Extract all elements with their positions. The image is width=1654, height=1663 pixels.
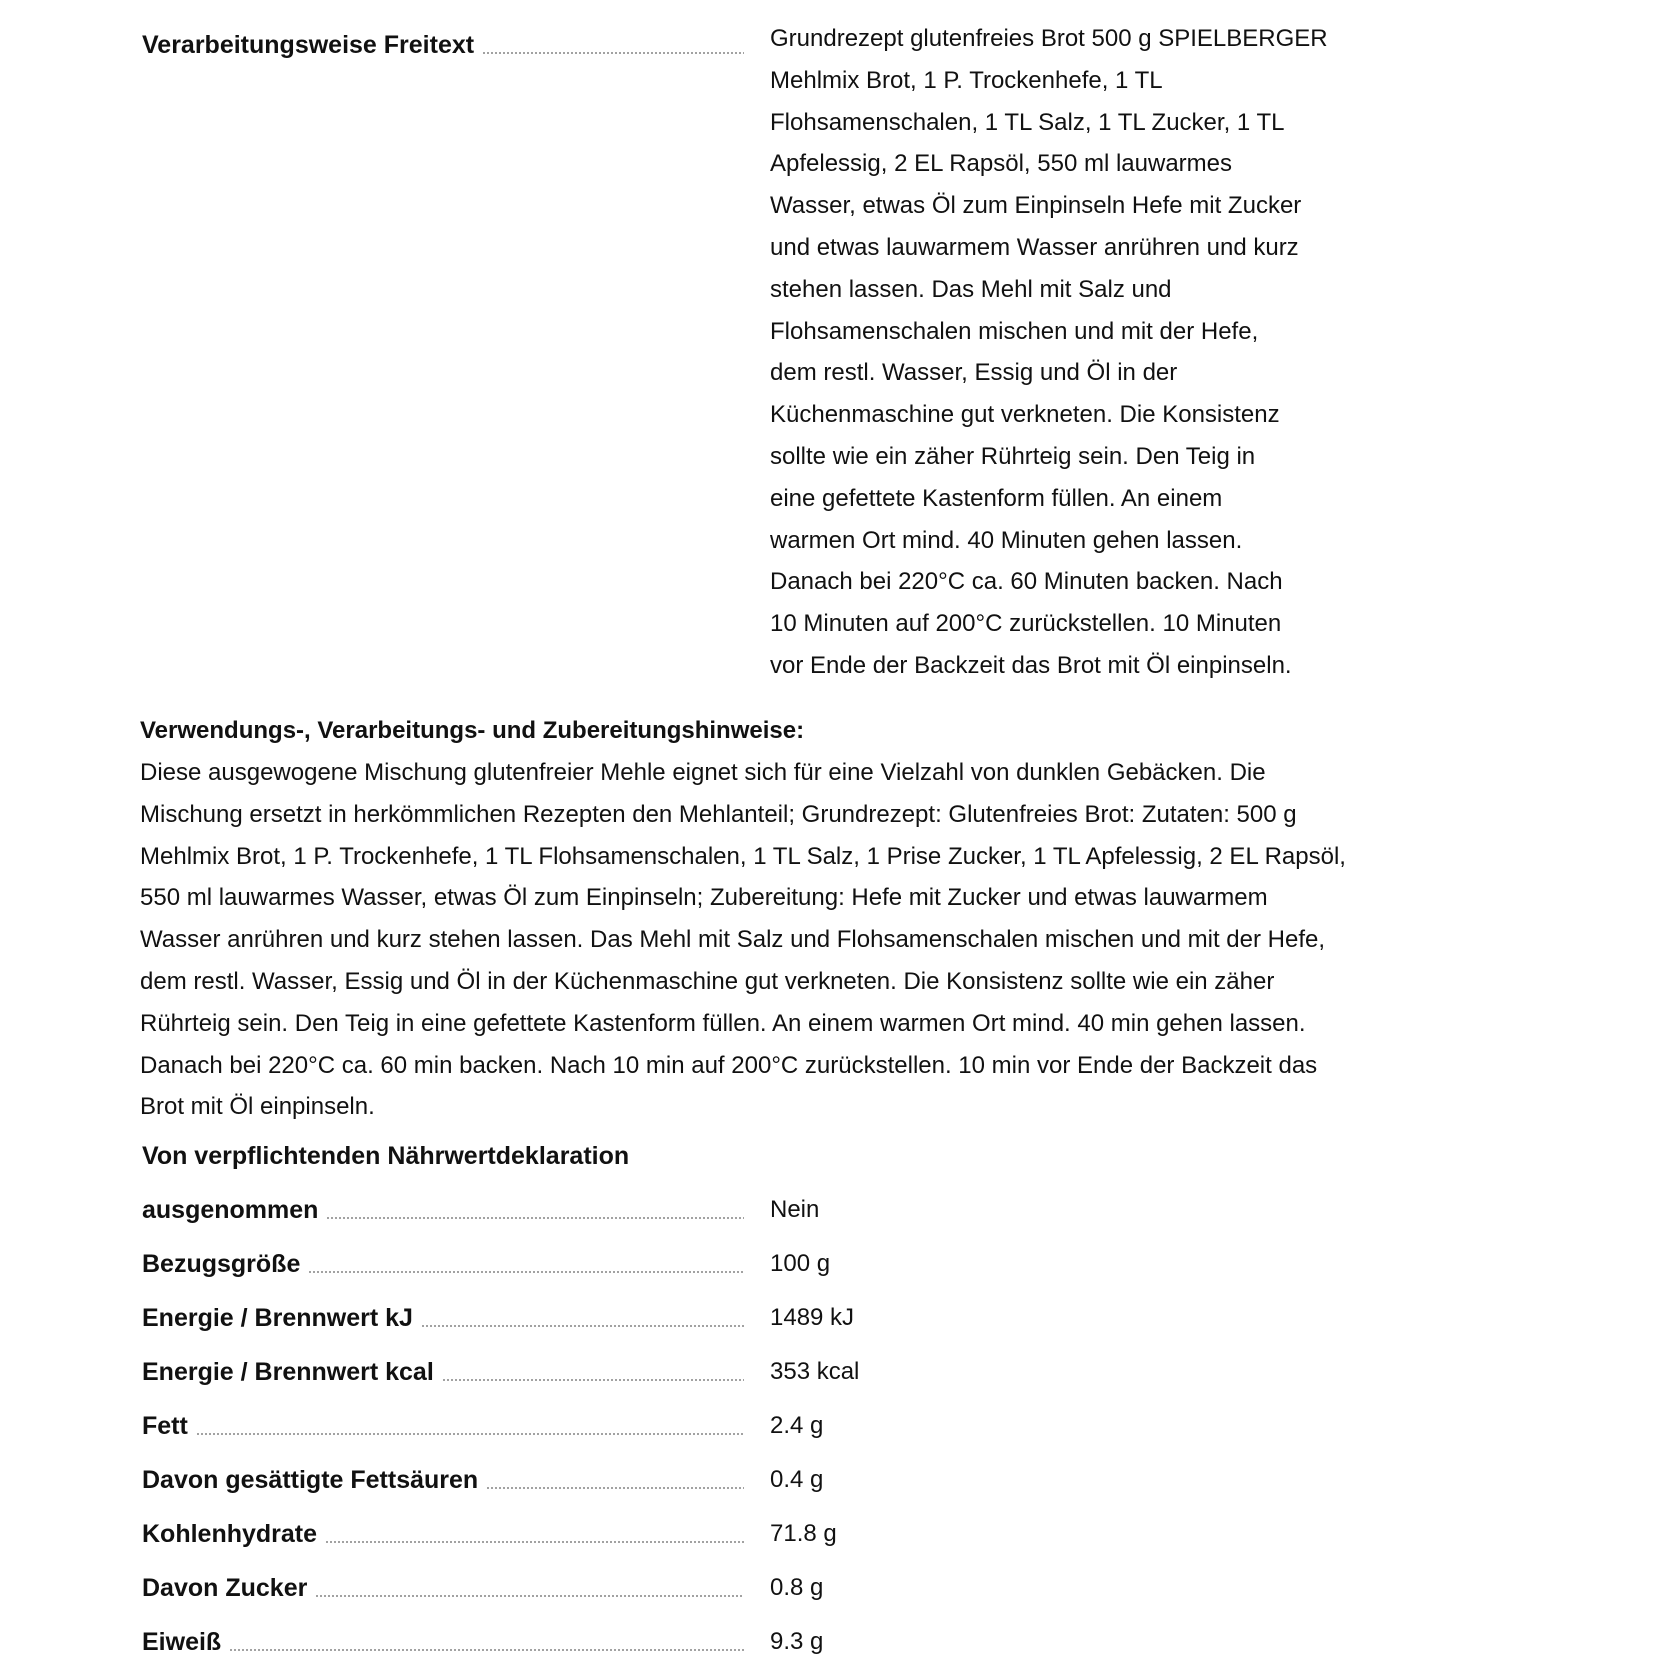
- processing-value-line: Grundrezept glutenfreies Brot 500 g SPIELBERGER: [770, 25, 1328, 52]
- processing-value: [770, 18, 1350, 687]
- nutrition-value: 0.8 g: [770, 1574, 824, 1601]
- nutrition-label-cell: [142, 1461, 744, 1495]
- processing-label-cell: [142, 26, 744, 60]
- nutrition-label: ausgenommen: [142, 1195, 326, 1225]
- nutrition-label-cell: [142, 1407, 744, 1441]
- nutrition-row: [142, 1191, 1342, 1231]
- dot-leader: [325, 1541, 744, 1543]
- processing-value-line: Mehlmix Brot, 1 P. Trockenhefe, 1 TL: [770, 66, 1163, 94]
- dot-leader: [196, 1433, 744, 1435]
- nutrition-label: Kohlenhydrate: [142, 1519, 325, 1549]
- processing-value-line: Flohsamenschalen mischen und mit der Hefe,: [770, 317, 1259, 345]
- processing-value-line: Flohsamenschalen, 1 TL Salz, 1 TL Zucker, 1 TL: [770, 108, 1285, 136]
- nutrition-row: [142, 1299, 1342, 1339]
- dot-leader: [229, 1649, 744, 1651]
- nutrition-row: [142, 1461, 1342, 1501]
- usage-line: Danach bei 220°C ca. 60 min backen. Nach 10 min auf 200°C zurückstellen. 10 min vor Ende der Backzeit das: [140, 1051, 1318, 1079]
- nutrition-label-cell: [142, 1245, 744, 1279]
- usage-line: Mehlmix Brot, 1 P. Trockenhefe, 1 TL Flohsamenschalen, 1 TL Salz, 1 Prise Zucker, 1 TL Apfelessig, 2 EL Rapsöl,: [140, 842, 1346, 870]
- processing-value-line: Wasser, etwas Öl zum Einpinseln Hefe mit Zucker: [770, 192, 1302, 220]
- dot-leader: [315, 1595, 744, 1597]
- nutrition-label: Eiweiß: [142, 1627, 229, 1657]
- nutrition-value: 100 g: [770, 1250, 831, 1277]
- processing-value-line: Apfelessig, 2 EL Rapsöl, 550 ml lauwarmes: [770, 150, 1232, 178]
- nutrition-value: 9.3 g: [770, 1628, 824, 1655]
- usage-line: Wasser anrühren und kurz stehen lassen. Das Mehl mit Salz und Flohsamenschalen mischen und mit der Hefe,: [140, 926, 1326, 954]
- nutrition-label-cell: [142, 1191, 744, 1225]
- nutrition-value: Nein: [770, 1196, 820, 1223]
- dot-leader: [486, 1487, 744, 1489]
- nutrition-row: [142, 1515, 1342, 1555]
- nutrition-label-cell: [142, 1623, 744, 1657]
- processing-value-line: warmen Ort mind. 40 Minuten gehen lassen.: [770, 526, 1243, 554]
- nutrition-row: [142, 1623, 1342, 1663]
- nutrition-value: 1489 kJ: [770, 1304, 855, 1331]
- processing-value-line: Danach bei 220°C ca. 60 Minuten backen. Nach: [770, 568, 1283, 596]
- usage-line: 550 ml lauwarmes Wasser, etwas Öl zum Einpinseln; Zubereitung: Hefe mit Zucker und etwas lauwarmem: [140, 884, 1268, 912]
- nutrition-label: Energie / Brennwert kJ: [142, 1303, 421, 1333]
- nutrition-label: Energie / Brennwert kcal: [142, 1357, 442, 1387]
- processing-value-line: dem restl. Wasser, Essig und Öl in der: [770, 359, 1178, 387]
- usage-heading: Verwendungs-, Verarbeitungs- und Zubereitungshinweise:: [140, 717, 805, 744]
- nutrition-value: 71.8 g: [770, 1520, 837, 1547]
- nutrition-label-cell: [142, 1569, 744, 1603]
- nutrition-label: Bezugsgröße: [142, 1249, 308, 1279]
- nutrition-value: 0.4 g: [770, 1466, 824, 1493]
- usage-line: dem restl. Wasser, Essig und Öl in der Küchenmaschine gut verkneten. Die Konsistenz sollte wie ein zäher: [140, 967, 1275, 995]
- dot-leader: [326, 1217, 744, 1219]
- nutrition-row: [142, 1407, 1342, 1447]
- usage-paragraph: [140, 752, 1440, 1128]
- processing-label: Verarbeitungsweise Freitext: [142, 30, 482, 60]
- processing-value-line: und etwas lauwarmem Wasser anrühren und kurz: [770, 233, 1299, 261]
- nutrition-heading: Von verpflichtenden Nährwertdeklaration: [142, 1142, 630, 1170]
- dot-leader: [442, 1379, 744, 1381]
- nutrition-value: 2.4 g: [770, 1412, 824, 1439]
- nutrition-label: Davon Zucker: [142, 1573, 315, 1603]
- dot-leader: [308, 1271, 744, 1273]
- nutrition-label-cell: [142, 1515, 744, 1549]
- nutrition-label-cell: [142, 1353, 744, 1387]
- processing-value-line: stehen lassen. Das Mehl mit Salz und: [770, 275, 1172, 303]
- processing-value-line: sollte wie ein zäher Rührteig sein. Den Teig in: [770, 442, 1256, 470]
- processing-value-line: vor Ende der Backzeit das Brot mit Öl einpinseln.: [770, 651, 1292, 679]
- nutrition-label: Davon gesättigte Fettsäuren: [142, 1465, 486, 1495]
- dot-leader: [482, 52, 744, 54]
- nutrition-value: 353 kcal: [770, 1358, 860, 1385]
- nutrition-row: [142, 1569, 1342, 1609]
- usage-line: Rührteig sein. Den Teig in eine gefettete Kastenform füllen. An einem warmen Ort mind. 40 min gehen lassen.: [140, 1009, 1306, 1037]
- processing-value-line: 10 Minuten auf 200°C zurückstellen. 10 Minuten: [770, 610, 1282, 638]
- dot-leader: [421, 1325, 744, 1327]
- usage-line: Diese ausgewogene Mischung glutenfreier Mehle eignet sich für eine Vielzahl von dunklen Gebäcken. Die: [140, 759, 1266, 786]
- usage-line: Mischung ersetzt in herkömmlichen Rezepten den Mehlanteil; Grundrezept: Glutenfreies Brot: Zutaten: 500 g: [140, 800, 1297, 828]
- nutrition-label: Fett: [142, 1411, 196, 1441]
- processing-value-line: eine gefettete Kastenform füllen. An einem: [770, 484, 1223, 512]
- processing-value-line: Küchenmaschine gut verkneten. Die Konsistenz: [770, 401, 1280, 429]
- nutrition-row: [142, 1245, 1342, 1285]
- nutrition-row: [142, 1353, 1342, 1393]
- usage-line: Brot mit Öl einpinseln.: [140, 1093, 375, 1121]
- nutrition-label-cell: [142, 1299, 744, 1333]
